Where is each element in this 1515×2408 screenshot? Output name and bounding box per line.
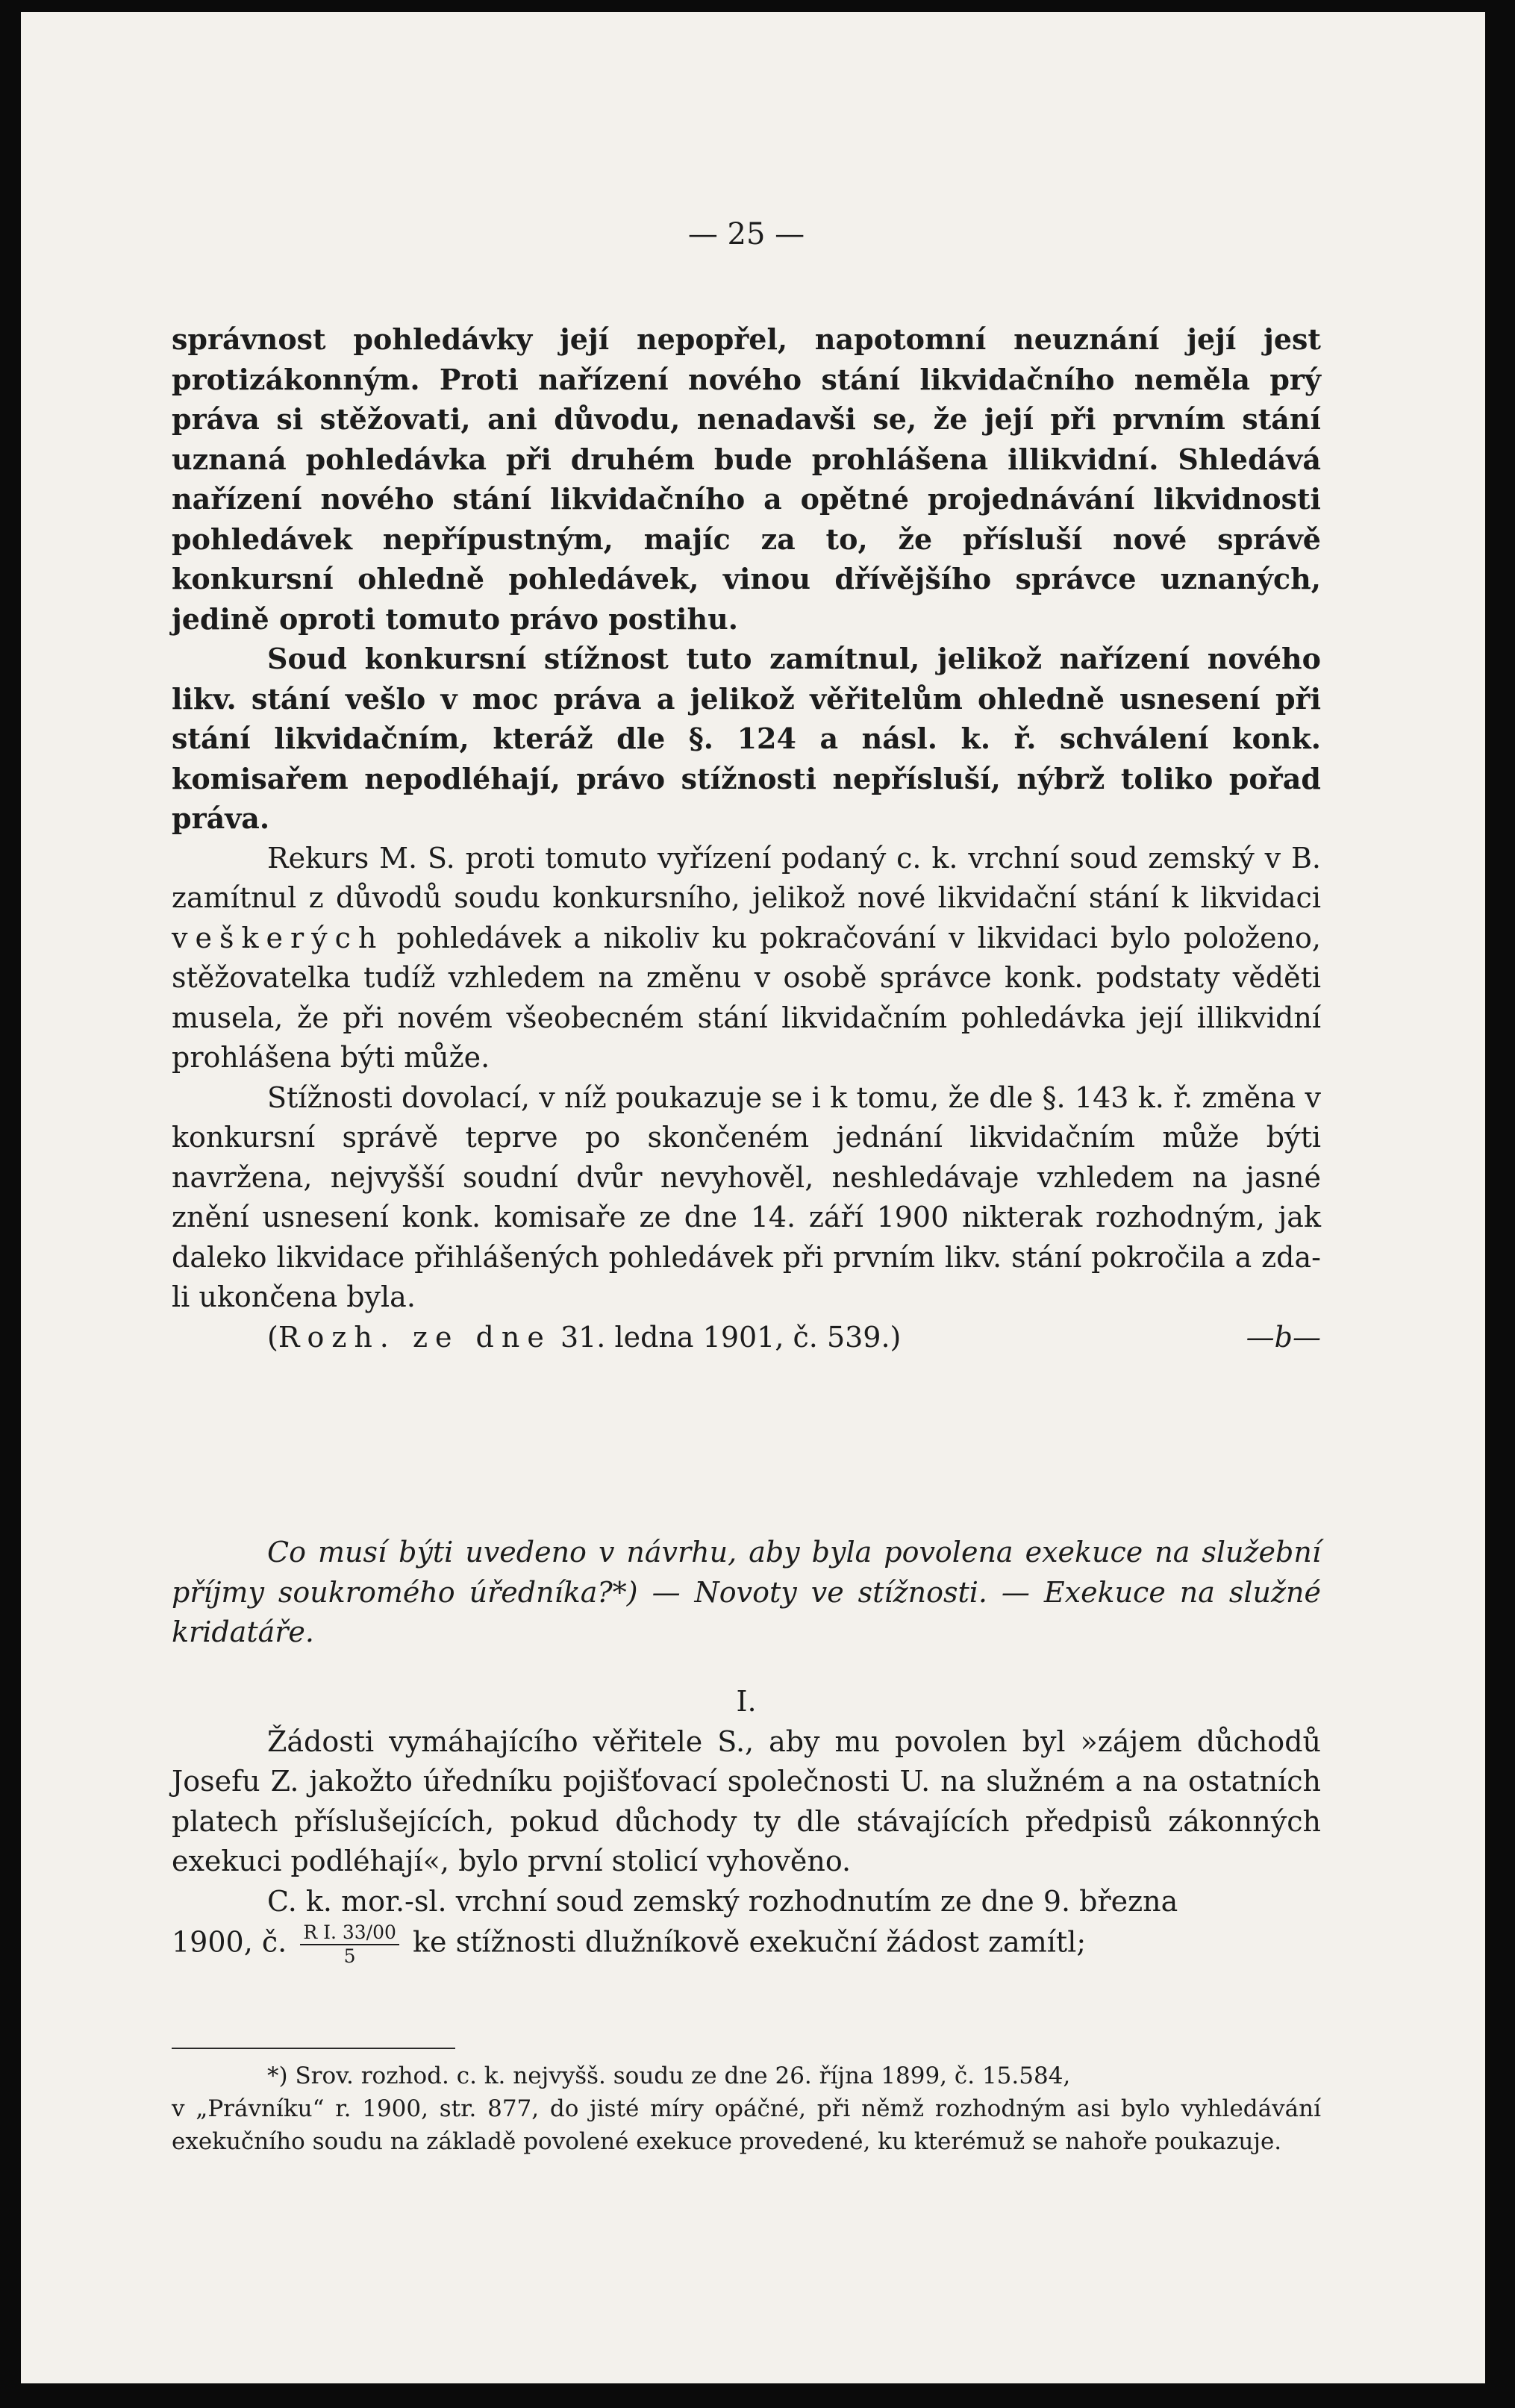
page-number: — 25 — — [687, 217, 805, 251]
recourse-text-end: pohledávek a nikoliv ku pokračování v likvidaci bylo položeno, stěžovatelka tudíž vzhledem na změnu v osobě správce konk. podstaty věděti musela, že při novém všeobecném stání likvidačním pohledávka její illikvidní prohlášena býti může. — [172, 921, 1321, 1074]
section-numeral: I. — [736, 1685, 757, 1718]
article-heading-block — [172, 1533, 1321, 1653]
citation-row — [172, 1318, 1321, 1358]
paragraph-petition: Žádosti vymáhajícího věřitele S., aby mu povolen byl »zájem důchodů Josefu Z. jakožto úředníku pojišťovací společnosti U. na služném a na ostatních platech příslušejících, pokud důchody ty dle stávajících předpisů zákonných exekuci podléhají«, bylo první stolicí vyhověno. — [172, 1724, 1321, 1877]
paragraph-recourse — [172, 839, 1321, 1078]
footnote-line-1: *) Srov. rozhod. c. k. nejvyšš. soudu ze dne 26. října 1899, č. 15.584, — [267, 2063, 1071, 2089]
scanned-page — [21, 12, 1485, 2383]
body-text-top — [172, 319, 1321, 1357]
article-heading: Co musí býti uvedeno v návrhu, aby byla povolena exekuce na služební příjmy soukromého úředníka?*) — Novoty ve stížnosti. — Exekuce na služné kridatáře. — [172, 1536, 1321, 1648]
paragraph-decision-ref — [172, 1921, 1321, 1968]
fraction-denominator: 5 — [343, 1945, 356, 1967]
fraction-numerator: R I. 33/00 — [300, 1921, 399, 1945]
decision-suffix: ke stížnosti dlužníkově exekuční žádost zamítl; — [413, 1925, 1087, 1959]
paragraph-complaint: správnost pohledávky její nepopřel, napotomní neuznání její jest protizákonným. Proti nařízení nového stání likvidačního neměla prý práva si stěžovati, ani důvodu, nenadavši se, že její při prvním stání uznaná pohledávka při druhém bude prohlášena illikvidní. Shledává nařízení nového stání likvidačního a opětné projednávání likvidnosti pohledávek nepřípustným, majíc za to, že přísluší nové správě konkursní ohledně pohledávek, vinou dřívějšího správce uznaných, jedině oproti tomuto právo postihu. — [172, 322, 1321, 636]
footnote-rule — [172, 2048, 455, 2049]
case-number-fraction — [300, 1921, 399, 1968]
citation-spaced: Rozh. ze dne — [278, 1320, 552, 1354]
paragraph-decision-line: C. k. mor.-sl. vrchní soud zemský rozhodnutím ze dne 9. března — [267, 1884, 1178, 1918]
recourse-text-start: Rekurs M. S. proti tomuto vyřízení podaný c. k. vrchní soud zemský v B. zamítnul z důvodů soudu konkursního, jelikož nové likvidační stání k likvidaci — [172, 841, 1321, 914]
citation-paren: ( — [267, 1320, 278, 1354]
author-signature: —b— — [1246, 1320, 1321, 1354]
paragraph-appeal: Stížnosti dovolací, v níž poukazuje se i k tomu, že dle §. 143 k. ř. změna v konkursní správě teprve po skončeném jednání likvidačním může býti navržena, nejvyšší soudní dvůr nevyhověl, neshledávaje vzhledem na jasné znění usnesení konk. komisaře ze dne 14. září 1900 nikterak rozhodným, jak daleko likvidace přihlášených pohledávek při prvním likv. stání pokročila a zda-li ukončena byla. — [172, 1081, 1321, 1313]
footnote-line-2: v „Právníku“ r. 1900, str. 877, do jisté míry opáčné, při němž rozhodným asi bylo vyhledávání exekučního soudu na základě povolené exekuce provedené, ku kterémuž se nahoře poukazuje. — [172, 2095, 1321, 2155]
paragraph-court-ruling: Soud konkursní stížnost tuto zamítnul, jelikož nařízení nového likv. stání vešlo v moc práva a jelikož věřitelům ohledně usnesení při stání likvidačním, kteráž dle §. 124 a násl. k. ř. schválení konk. komisařem nepodléhají, právo stížnosti nepřísluší, nýbrž toliko pořad práva. — [172, 642, 1321, 835]
section-i — [172, 1682, 1321, 1968]
footnote-block — [172, 2048, 1321, 2158]
citation — [172, 1318, 901, 1358]
recourse-spaced-word: veškerých — [172, 921, 384, 954]
citation-date: 31. ledna 1901, č. 539.) — [560, 1320, 902, 1354]
decision-prefix: 1900, č. — [172, 1925, 287, 1959]
